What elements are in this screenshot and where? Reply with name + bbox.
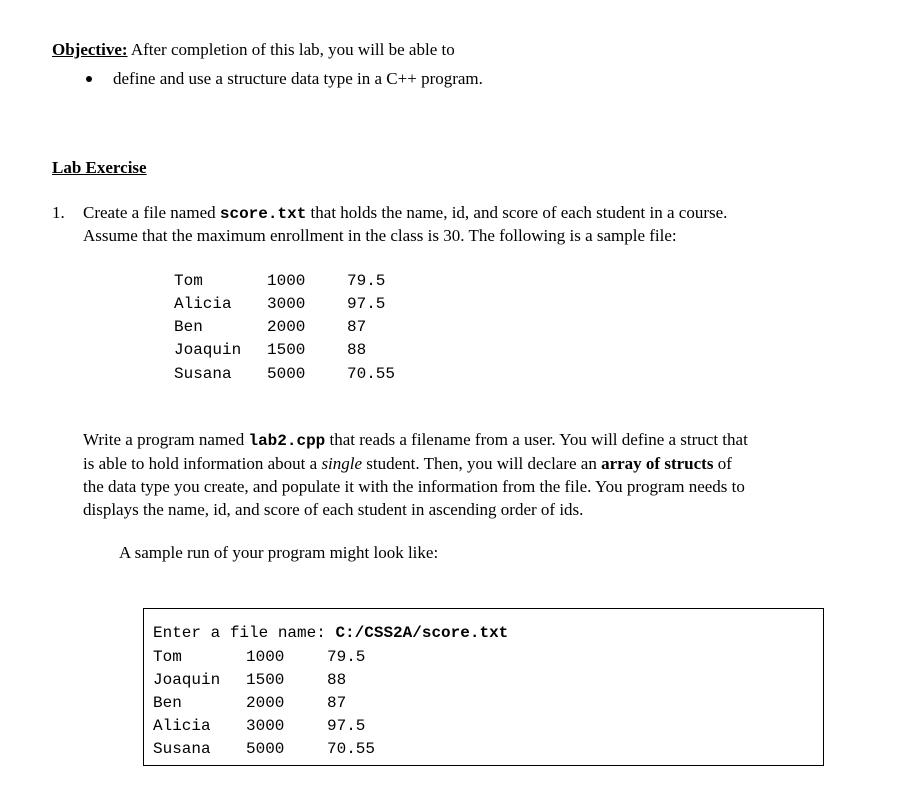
sample-run-intro: A sample run of your program might look like:	[119, 543, 439, 562]
console-output-box	[143, 608, 824, 766]
p2-line2-text-a: is able to hold information about a	[83, 454, 322, 473]
sample-file-name: Ben	[174, 318, 203, 336]
p1-line2: Assume that the maximum enrollment in the class is 30. The following is a sample file:	[83, 226, 677, 245]
console-row-id: 1000	[246, 648, 285, 666]
console-row-score: 97.5	[327, 717, 366, 735]
sample-file-id: 5000	[267, 365, 306, 383]
console-row-id: 2000	[246, 694, 285, 712]
sample-file-score: 79.5	[347, 272, 386, 290]
console-row-score: 87	[327, 694, 347, 712]
p2-line2-text-c: of	[713, 454, 732, 473]
console-row-score: 88	[327, 671, 347, 689]
console-row-name: Tom	[153, 648, 182, 666]
console-prompt: Enter a file name:	[153, 624, 336, 642]
sample-file-id: 1000	[267, 272, 306, 290]
emphasis-array-of-structs: array of structs	[601, 454, 714, 473]
p1-line1-text-b: that holds the name, id, and score of each student in a course.	[306, 203, 728, 222]
console-row-name: Joaquin	[153, 671, 221, 689]
p2-line1	[83, 431, 748, 449]
console-prompt-line	[153, 625, 508, 641]
console-row-name: Alicia	[153, 717, 211, 735]
bullet-dot	[86, 76, 92, 82]
sample-file-score: 87	[347, 318, 367, 336]
console-row-score: 70.55	[327, 740, 376, 758]
p2-line2	[83, 455, 732, 472]
console-row-score: 79.5	[327, 648, 366, 666]
sample-file-name: Alicia	[174, 295, 232, 313]
console-row-name: Ben	[153, 694, 182, 712]
objective-label: Objective:	[52, 40, 128, 59]
sample-file-name: Tom	[174, 272, 203, 290]
program-file-name: lab2.cpp	[248, 432, 326, 450]
sample-file-score: 88	[347, 341, 367, 359]
p1-line1-text-a: Create a file named	[83, 203, 220, 222]
p2-line3: the data type you create, and populate it with the information from the file. You program needs to	[83, 477, 745, 496]
console-row-name: Susana	[153, 740, 211, 758]
objective-bullet-text: define and use a structure data type in a C++ program.	[113, 69, 483, 88]
sample-file-name: Joaquin	[174, 341, 242, 359]
console-user-input: C:/CSS2A/score.txt	[335, 624, 509, 642]
console-row-id: 1500	[246, 671, 285, 689]
sample-file-id: 1500	[267, 341, 306, 359]
emphasis-single: single	[321, 454, 363, 473]
p2-line1-text-a: Write a program named	[83, 430, 249, 449]
objective-text: After completion of this lab, you will be able to	[127, 40, 455, 59]
p1-line1	[83, 204, 727, 222]
console-row-id: 5000	[246, 740, 285, 758]
sample-file-score: 97.5	[347, 295, 386, 313]
item-number: 1.	[52, 203, 65, 222]
sample-file-id: 2000	[267, 318, 306, 336]
sample-file-score: 70.55	[347, 365, 396, 383]
console-row-id: 3000	[246, 717, 285, 735]
sample-file-name: Susana	[174, 365, 232, 383]
lab-exercise-heading: Lab Exercise	[52, 158, 147, 177]
objective-line	[52, 41, 455, 58]
p2-line4: displays the name, id, and score of each student in ascending order of ids.	[83, 500, 584, 519]
p2-line2-text-b: student. Then, you will declare an	[362, 454, 602, 473]
sample-file-id: 3000	[267, 295, 306, 313]
score-file-name: score.txt	[219, 205, 307, 223]
p2-line1-text-b: that reads a filename from a user. You will define a struct that	[325, 430, 748, 449]
